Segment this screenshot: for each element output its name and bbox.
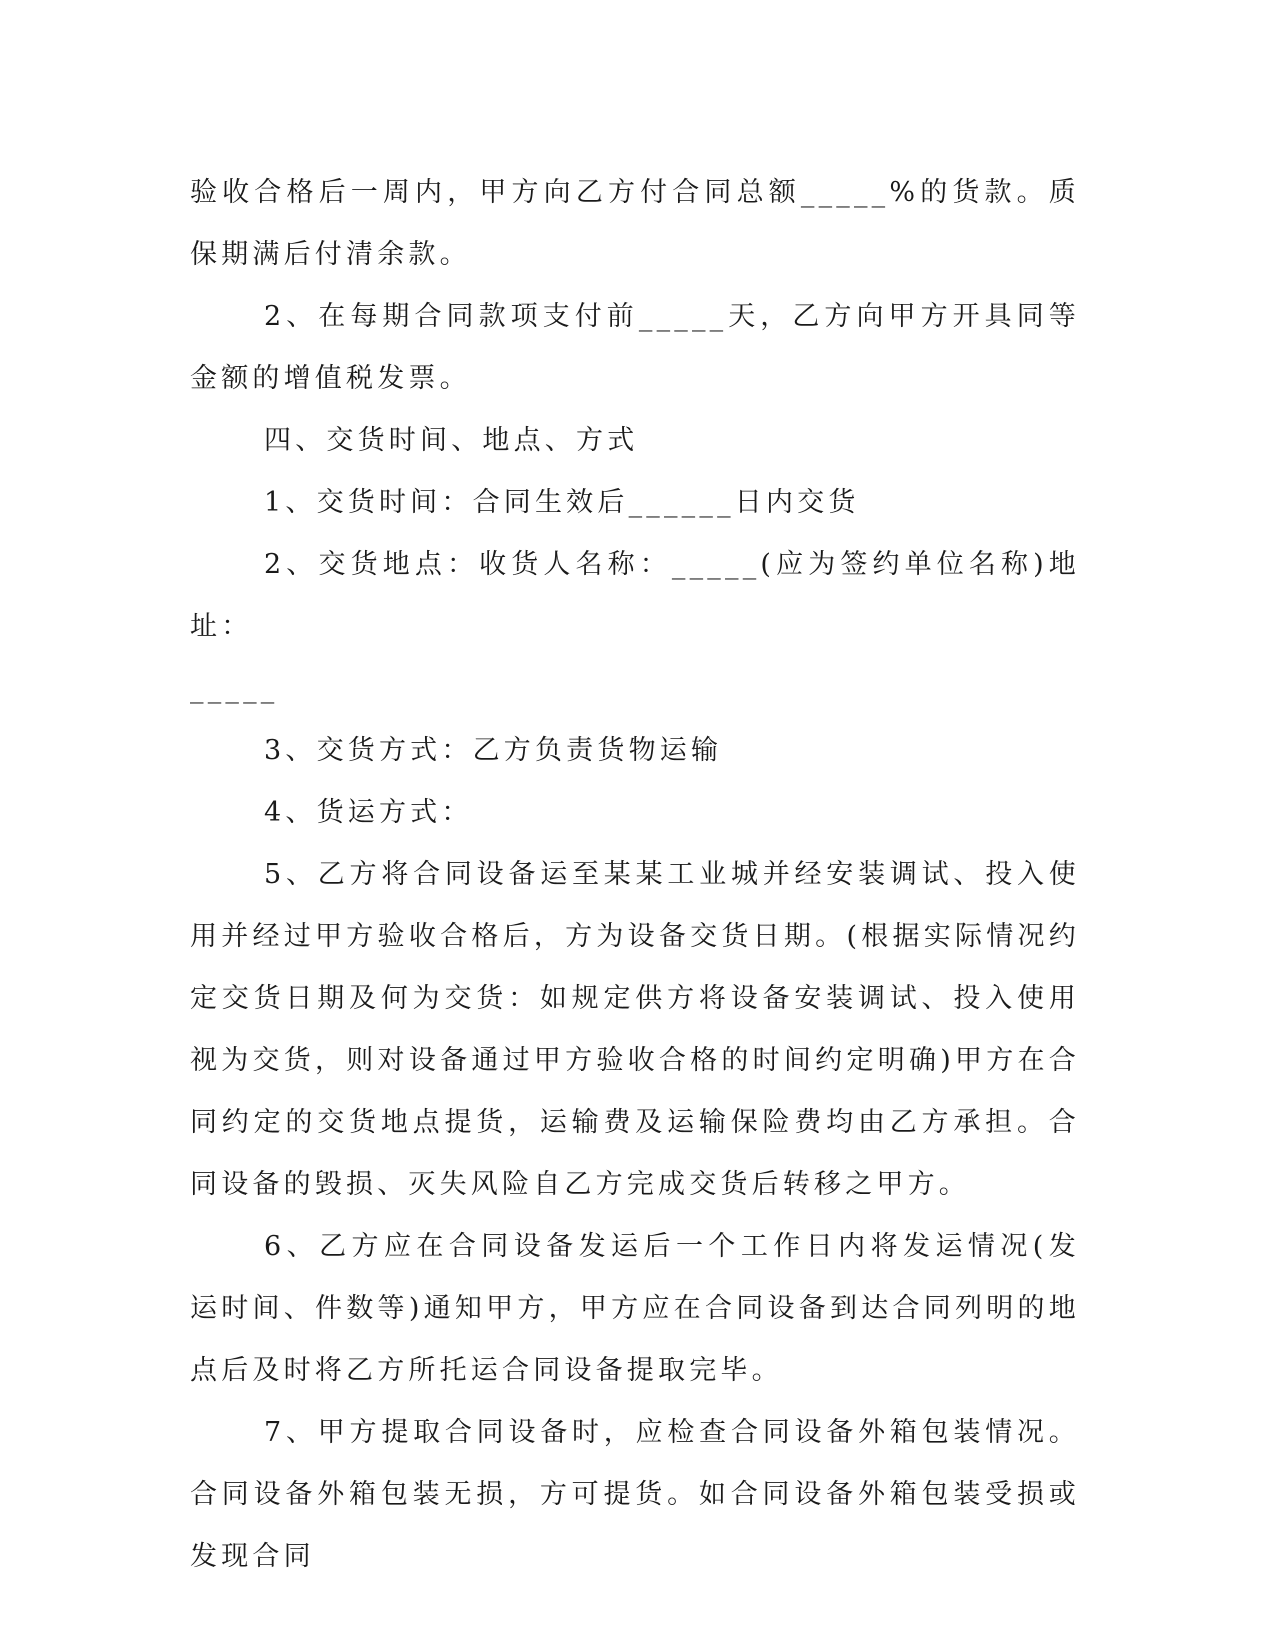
paragraph-delivery-method: 3、交货方式：乙方负责货物运输 <box>264 735 723 766</box>
paragraph-delivery-date: 5、乙方将合同设备运至某某工业城并经安装调试、投入使用并经过甲方验收合格后，方为设备交货日期。(根据实际情况约定交货日期及何为交货：如规定供方将设备安装调试、投入使用视为交货，则对设备通过甲方验收合格的时间约定明确)甲方在合同约定的交货地点提货，运输费及运输保险费均由乙方承担。合同设备的毁损、灭失风险自乙方完成交货后转移之甲方。 <box>190 859 1080 1200</box>
paragraph-invoice: 2、在每期合同款项支付前_____天，乙方向甲方开具同等金额的增值税发票。 <box>190 301 1080 394</box>
paragraph-payment-acceptance: 验收合格后一周内，甲方向乙方付合同总额_____%的货款。质保期满后付清余款。 <box>190 177 1080 270</box>
paragraph-freight-method: 4、货运方式： <box>264 797 473 828</box>
paragraph-address-blank: _____ <box>190 673 279 704</box>
contract-body <box>190 162 1080 1588</box>
paragraph-delivery-place: 2、交货地点：收货人名称：_____(应为签约单位名称)地址： <box>190 549 1080 642</box>
paragraph-inspection: 7、甲方提取合同设备时，应检查合同设备外箱包装情况。合同设备外箱包装无损，方可提货。如合同设备外箱包装受损或发现合同 <box>190 1417 1080 1572</box>
paragraph-delivery-time: 1、交货时间：合同生效后______日内交货 <box>264 487 860 518</box>
section-heading-delivery: 四、交货时间、地点、方式 <box>264 425 639 456</box>
paragraph-shipment-notice: 6、乙方应在合同设备发运后一个工作日内将发运情况(发运时间、件数等)通知甲方，甲方应在合同设备到达合同列明的地点后及时将乙方所托运合同设备提取完毕。 <box>190 1231 1080 1386</box>
